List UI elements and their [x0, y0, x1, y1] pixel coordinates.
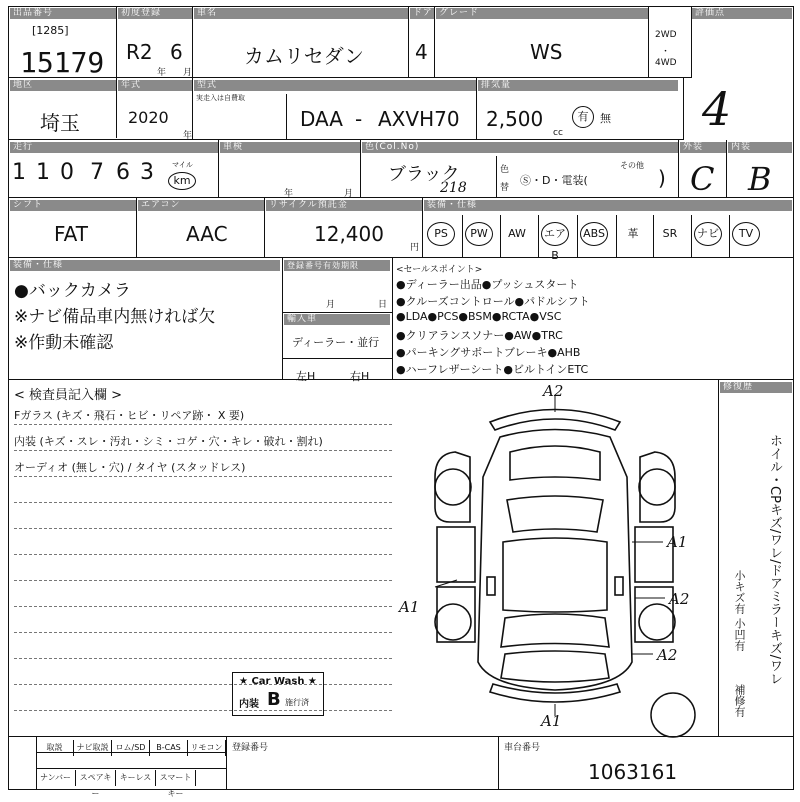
recycle-unit: 円 [410, 243, 420, 253]
model-year-note: 実走入は自費取 [196, 94, 245, 102]
sales-point: ●クルーズコントロール●パドルシフト [396, 295, 590, 308]
hdr-grade: グレード [436, 8, 648, 19]
drive-4wd: 4WD [655, 58, 677, 68]
damage-label: A1 [399, 598, 420, 616]
writing-line [14, 450, 392, 451]
sales-title: <セールスポイント> [396, 265, 483, 275]
mileage-digit: 7 [90, 160, 104, 185]
trunk [510, 446, 600, 480]
footer-cell: キーレス [116, 770, 156, 786]
lot-number: 15179 [20, 46, 105, 79]
writing-line [14, 580, 392, 581]
note-1: ●バックカメラ [14, 281, 131, 301]
inspector-line: オーディオ (無し・穴) / タイヤ (スタッドレス) [14, 461, 246, 474]
grid-r4 [8, 198, 794, 258]
color-code: 218 [440, 180, 467, 196]
right-mirror [615, 577, 623, 595]
inspector-title: < 検査員記入欄 > [14, 388, 123, 403]
footer-cell: ナンバー [36, 770, 76, 786]
writing-line [14, 554, 392, 555]
sales-point: ●パーキングサポートブレーキ●AHB [396, 346, 581, 359]
hdr-name: 車名 [194, 8, 408, 19]
hdr-eval: 評価点 [692, 8, 792, 19]
color-label-2: 替 [500, 183, 510, 193]
equipment-aw: AW [508, 227, 526, 240]
left-side-rear [435, 452, 470, 522]
drive-2wd: 2WD [655, 30, 677, 40]
equipment-ps: PS [427, 222, 455, 246]
hdr-area: 地区 [10, 80, 116, 91]
grid-r5 [8, 258, 794, 380]
footer-cell: ロム/SD [112, 740, 150, 756]
car-wash-suffix: 施行済 [285, 698, 309, 707]
rear-left-wheel [435, 469, 471, 505]
inspector-line: Fガラス (キズ・飛石・ヒビ・リペア跡・ X 要) [14, 409, 245, 422]
period-day: 日 [378, 300, 388, 310]
mileage-digit: 0 [60, 160, 74, 185]
grid-r1 [8, 6, 692, 78]
reg-era: R2 [126, 40, 153, 64]
hdr-lot: 出品番号 [10, 8, 116, 19]
windshield [501, 614, 609, 647]
side-note-main: ホイル・CPキズ/ワレ/ドアミラーキズ/ワレ [767, 434, 782, 686]
color-close: ) [658, 166, 666, 190]
chassis-no-label: 車台番号 [504, 743, 541, 753]
damage-label: A2 [657, 646, 678, 664]
note-2: ※ナビ備品車内無ければ欠 [14, 307, 216, 327]
damage-label: A2 [669, 590, 690, 608]
hdr-outside: 外装 [680, 142, 726, 153]
footer-cell: スマートキー [156, 770, 196, 786]
lot-code: [1285] [32, 24, 69, 37]
hdr-shift: シフト [10, 200, 136, 211]
hdr-cc: 排気量 [478, 80, 678, 91]
chassis-no: 1063161 [588, 760, 678, 784]
grid-r3 [8, 140, 794, 198]
inspector-line: 内装 (キズ・スレ・汚れ・シミ・コゲ・穴・キレ・破れ・割れ) [14, 435, 323, 448]
car-wash-stamp [232, 672, 324, 716]
reg-month: 6 [170, 40, 183, 64]
writing-line [14, 684, 392, 685]
color-other: その他 [620, 161, 644, 170]
car-wash-grade: B [267, 689, 281, 710]
writing-line [14, 606, 392, 607]
hdr-color: 色(Col.No) [362, 142, 678, 153]
writing-line [14, 632, 392, 633]
reg-month-unit: 月 [183, 68, 193, 78]
equipment-pw: PW [465, 222, 493, 246]
rear-right-wheel [639, 469, 675, 505]
damage-leader [435, 580, 457, 587]
car-wash-title: ★ Car Wash ★ [239, 676, 317, 687]
footer-cell: スペアキー [76, 770, 116, 786]
car-doors: 4 [415, 40, 428, 64]
reg-year-unit: 年 [157, 68, 167, 78]
hdr-recycle: リサイクル預託金 [266, 200, 422, 211]
hood [501, 651, 609, 682]
hdr-repair: 修復歴 [720, 382, 792, 393]
side-note: 補修有 [733, 684, 746, 717]
car-name: カムリセダン [244, 44, 364, 68]
hdr-notes: 装備・仕様 [10, 260, 280, 271]
roof [503, 538, 607, 612]
equipment-sr: SR [662, 227, 678, 240]
right-side-rear [640, 452, 675, 522]
shaken-year: 年 [284, 189, 294, 199]
displacement-unit: cc [553, 128, 563, 138]
hdr-reg: 初度登録 [118, 8, 192, 19]
left-rear-door [437, 527, 475, 582]
left-mirror [487, 577, 495, 595]
blank-circle [648, 690, 698, 740]
equipment-tv: TV [732, 222, 760, 246]
damage-label: A1 [541, 712, 562, 727]
hdr-period: 登録番号有効期限 [284, 260, 390, 271]
hdr-aircon: エアコン [138, 200, 264, 211]
equipment-abs: ABS [580, 222, 608, 246]
car-wash-prefix: 内装 [239, 699, 259, 710]
prefecture: 埼玉 [40, 111, 80, 135]
equipment-革: 革 [627, 227, 639, 240]
mileage-digit: 1 [12, 160, 26, 185]
footer-cell: リモコン [188, 740, 226, 756]
model-year: 2020 [128, 108, 169, 127]
import-left: 左H [296, 370, 316, 383]
hdr-import: 輸入車 [284, 314, 390, 325]
color-name: ブラック [388, 164, 460, 185]
mileage-digit: 6 [116, 160, 130, 185]
sales-point: ●LDA●PCS●BSM●RCTA●VSC [396, 310, 562, 323]
model-year-unit: 年 [183, 131, 193, 141]
aircon-value: AAC [186, 222, 228, 246]
color-options: Ⓢ・D・電装( [520, 174, 588, 187]
writing-line [14, 476, 392, 477]
hdr-inspection: 車検 [220, 142, 360, 153]
equipment-エアb: エアB [541, 222, 569, 246]
hdr-door: ドア [410, 8, 434, 19]
model-prefix: DAA [300, 107, 343, 131]
turbo-has: 有 [572, 106, 594, 128]
car-diagram [395, 382, 715, 727]
hdr-model: 型式 [194, 80, 476, 91]
sales-point: ●ハーフレザーシート●ビルトインETC [396, 363, 589, 376]
hdr-mileage: 走行 [10, 142, 218, 153]
rear-bumper [490, 410, 620, 431]
mileage-unit-km: km [168, 172, 196, 190]
front-bumper [490, 684, 620, 702]
displacement: 2,500 [486, 107, 544, 131]
model-code: AXVH70 [378, 107, 460, 131]
color-label-1: 色 [500, 165, 510, 175]
writing-line [14, 424, 392, 425]
turbo-none: 無 [600, 112, 611, 125]
grid-r2 [8, 78, 684, 140]
footer-cell: ナビ取説 [74, 740, 112, 756]
equipment-ナビ: ナビ [694, 222, 722, 246]
model-sep: - [355, 107, 363, 131]
hdr-inside: 内装 [728, 142, 792, 153]
reg-no-label: 登録番号 [232, 743, 269, 753]
shaken-month: 月 [344, 189, 354, 199]
interior-grade: B [748, 160, 772, 198]
side-note: 小凹有 [733, 618, 746, 651]
sales-point: ●クリアランスソナー●AW●TRC [396, 329, 563, 342]
front-left-wheel [435, 604, 471, 640]
car-grade: WS [530, 40, 563, 64]
mileage-unit-mile: マイル [172, 161, 193, 169]
hdr-model-year: 年式 [118, 80, 192, 91]
hdr-features: 装備・仕様 [424, 200, 792, 211]
shift-value: FAT [54, 222, 89, 246]
writing-line [14, 710, 392, 711]
writing-line [14, 502, 392, 503]
import-right: 右H [350, 370, 370, 383]
writing-line [14, 658, 392, 659]
sales-point: ●ディーラー出品●プッシュスタート [396, 278, 579, 291]
side-note: 小キズ有 [733, 570, 746, 614]
footer-cell: B-CAS [150, 740, 188, 756]
damage-label: A1 [667, 533, 688, 551]
import-dealer: ディーラー・並行 [292, 336, 380, 349]
mileage-digit: 1 [36, 160, 50, 185]
mileage-digit: 3 [140, 160, 154, 185]
front-right-wheel [639, 604, 675, 640]
rear-window [507, 496, 603, 532]
footer-cell: 取説 [36, 740, 74, 756]
period-month: 月 [326, 300, 336, 310]
writing-line [14, 528, 392, 529]
evaluation-score: 4 [702, 82, 732, 136]
drive-sep: ・ [661, 47, 671, 57]
damage-label: A2 [543, 382, 564, 400]
recycle-amount: 12,400 [314, 222, 384, 246]
note-3: ※作動未確認 [14, 333, 114, 353]
exterior-grade: C [690, 160, 715, 198]
